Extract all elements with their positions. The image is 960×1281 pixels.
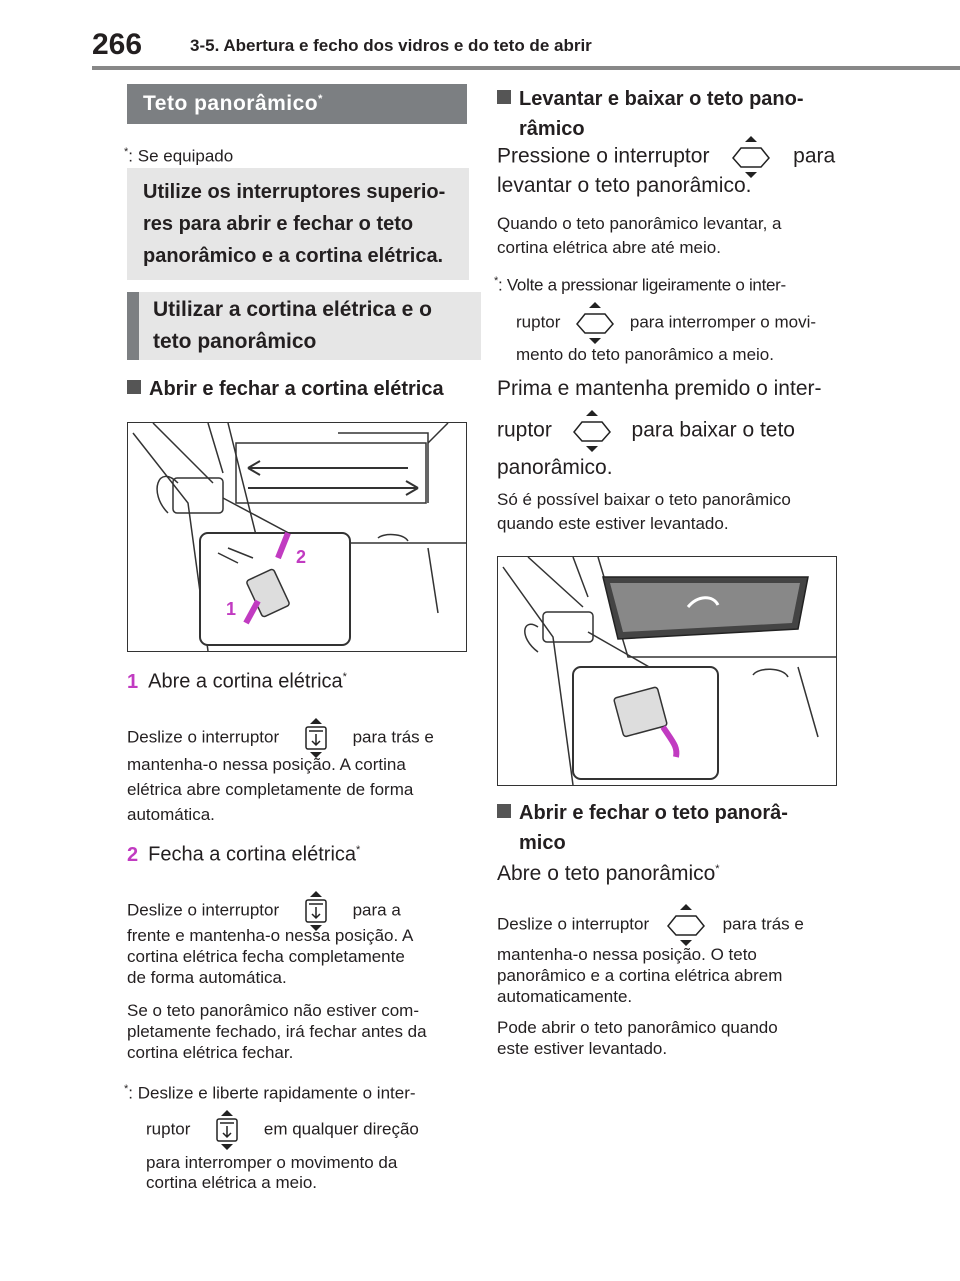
step2-detail-first: Deslize o interruptor para a: [127, 889, 401, 933]
shade-illustration: [128, 423, 466, 651]
text-line: frente e mantenha-o nessa posição. A: [127, 926, 414, 945]
text-line: mantenha-o nessa posição. A cortina: [127, 755, 406, 774]
chapter-title: 3-5. Abertura e fecho dos vidros e do teto de abrir: [190, 36, 592, 55]
text-line: mantenha-o nessa posição. O teto: [497, 945, 757, 964]
step-2: 2 Fecha a cortina elétrica*: [127, 843, 361, 866]
heading-line: Levantar e baixar o teto pano-: [497, 84, 804, 114]
section-title: Teto panorâmico*: [127, 84, 467, 124]
intro-line: Utilize os interruptores superio-: [143, 181, 446, 203]
text-line: pletamente fechado, irá fechar antes da: [127, 1022, 427, 1041]
heading-line: râmico: [519, 118, 585, 140]
note-roof-third: mento do teto panorâmico a meio.: [516, 345, 774, 364]
text-line: Só é possível baixar o teto panorâmico: [497, 490, 791, 509]
text-line: cortina elétrica abre até meio.: [497, 238, 721, 257]
roof-illustration: [498, 557, 836, 785]
callout-1: 1: [226, 599, 237, 619]
intro-line: panorâmico e a cortina elétrica.: [143, 245, 444, 267]
note-roof-close: [127, 1000, 427, 1063]
text-line: cortina elétrica fechar.: [127, 1043, 294, 1062]
step-1: 1 Abre a cortina elétrica*: [127, 670, 347, 693]
header-rule: [92, 66, 960, 70]
heading-line: mico: [519, 832, 566, 854]
note2-second: ruptor em qualquer direção: [146, 1108, 419, 1152]
p2-first: Prima e mantenha premido o inter-: [497, 377, 822, 400]
roof-switch-icon: [571, 300, 619, 346]
text-line: quando este estiver levantado.: [497, 514, 729, 533]
text-line: cortina elétrica a meio.: [146, 1173, 318, 1192]
step1-detail: [127, 752, 413, 827]
p3: Abre o teto panorâmico*: [497, 862, 720, 885]
text-line: Se o teto panorâmico não estiver com-: [127, 1001, 419, 1020]
p2-third: panorâmico.: [497, 456, 613, 479]
subsection-line: Utilizar a cortina elétrica e o: [153, 298, 432, 321]
callout-2: 2: [296, 547, 307, 567]
note2-first: *: Deslize e liberte rapidamente o inter-: [124, 1083, 416, 1103]
note-roof-first: *: Volte a pressionar ligeiramente o inter-: [494, 275, 786, 295]
note2-rest: [146, 1153, 397, 1193]
text-line: panorâmico e a cortina elétrica abrem: [497, 966, 783, 985]
figure-roof-switch: [497, 556, 837, 786]
roof-switch-icon: [568, 408, 616, 454]
p1-first: Pressione o interruptor para: [497, 134, 835, 180]
intro-box: [127, 168, 469, 280]
text-line: Quando o teto panorâmico levantar, a: [497, 214, 782, 233]
p3-detail: [497, 944, 782, 1007]
text-line: Pode abrir o teto panorâmico quando: [497, 1018, 778, 1037]
roof-switch-icon: [662, 902, 710, 948]
text-line: cortina elétrica fecha completamente: [127, 947, 405, 966]
footnote-equipped: *: Se equipado: [124, 146, 234, 166]
page-number: 266: [92, 28, 143, 61]
text-line: automaticamente.: [497, 987, 633, 1006]
p2-second: ruptor para baixar o teto: [497, 408, 795, 454]
text-line: automática.: [127, 805, 215, 824]
heading-line: Abrir e fechar o teto panorâ-: [497, 798, 788, 828]
p1-second: levantar o teto panorâmico.: [497, 174, 752, 197]
p2-detail: [497, 488, 791, 536]
shade-switch-icon: [209, 1108, 245, 1152]
text-line: este estiver levantado.: [497, 1039, 668, 1058]
step1-detail-first: Deslize o interruptor para trás e: [127, 716, 434, 760]
note-roof-second: ruptor para interromper o movi-: [516, 300, 816, 346]
intro-line: res para abrir e fechar o teto: [143, 213, 414, 235]
left-column: [127, 84, 467, 124]
step2-detail: [127, 925, 413, 988]
text-line: para interromper o movimento da: [146, 1153, 398, 1172]
p1-detail: [497, 212, 781, 260]
text-line: de forma automática.: [127, 968, 287, 987]
figure-shade-switch: [127, 422, 467, 652]
p4: [497, 1017, 778, 1059]
heading-open-close-roof: [497, 798, 788, 858]
heading-open-close-shade: Abrir e fechar a cortina elétrica: [127, 377, 444, 401]
subsection-title: [127, 292, 481, 360]
p3-detail-first: Deslize o interruptor para trás e: [497, 902, 804, 948]
text-line: elétrica abre completamente de forma: [127, 780, 414, 799]
subsection-line: teto panorâmico: [153, 330, 317, 353]
